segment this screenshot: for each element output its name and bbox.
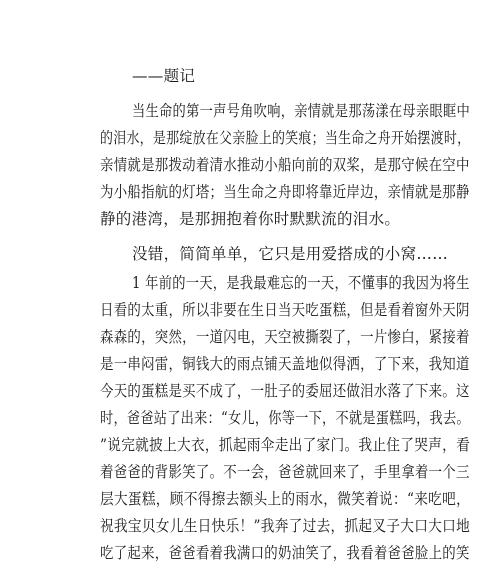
paragraph-line: 静的港湾，是那拥抱着你时默默流的泪水。 bbox=[100, 210, 401, 228]
paragraph-line: 祝我宝贝女儿生日快乐！”我奔了过去，抓起叉子大口大口地 bbox=[100, 517, 471, 535]
paragraph-line: 当生命的第一声号角吹响，亲情就是那荡漾在母亲眼眶中 bbox=[132, 102, 471, 120]
paragraph-line: 森森的，突然，一道闪电，天空被撕裂了，一片惨白，紧接着 bbox=[100, 328, 470, 346]
paragraph-line: 的泪水，是那绽放在父亲脸上的笑痕；当生命之舟开始摆渡时， bbox=[100, 129, 471, 147]
paragraph-line: 日看的太重，所以非要在生日当天吃蛋糕，但是看着窗外天阴 bbox=[100, 301, 470, 319]
paragraph-line: 层大蛋糕，顾不得擦去额头上的雨水，微笑着说：“来吃吧， bbox=[100, 490, 471, 508]
paragraph-line: 今天的蛋糕是买不成了，一肚子的委屈还做泪水落了下来。这 bbox=[100, 382, 470, 400]
epigraph-label: ——题记 bbox=[132, 67, 196, 85]
paragraph-line: ”说完就披上大衣，抓起雨伞走出了家门。我止住了哭声，看 bbox=[100, 436, 471, 454]
paragraph-line: 吃了起来，爸爸看着我满口的奶油笑了，我看着爸爸脸上的笑 bbox=[100, 544, 470, 562]
paragraph-line: 着爸爸的背影笑了。不一会，爸爸就回来了，手里拿着一个三 bbox=[100, 463, 470, 481]
paragraph-line: 亲情就是那拨动着清水推动小船向前的双桨，是那守候在空中 bbox=[100, 156, 470, 174]
paragraph-line: 为小船指航的灯塔；当生命之舟即将靠近岸边，亲情就是那静 bbox=[100, 183, 470, 201]
paragraph-line: 没错，简简单单，它只是用爱搭成的小窝…… bbox=[132, 245, 449, 263]
paragraph-line: 时，爸爸站了出来：“女儿，你等一下，不就是蛋糕吗，我去。 bbox=[100, 409, 470, 427]
paragraph-line: 是一串闷雷，铜钱大的雨点铺天盖地似得洒，了下来，我知道 bbox=[100, 355, 470, 373]
paragraph-line: 1 年前的一天，是我最难忘的一天，不懂事的我因为将生 bbox=[132, 274, 470, 292]
